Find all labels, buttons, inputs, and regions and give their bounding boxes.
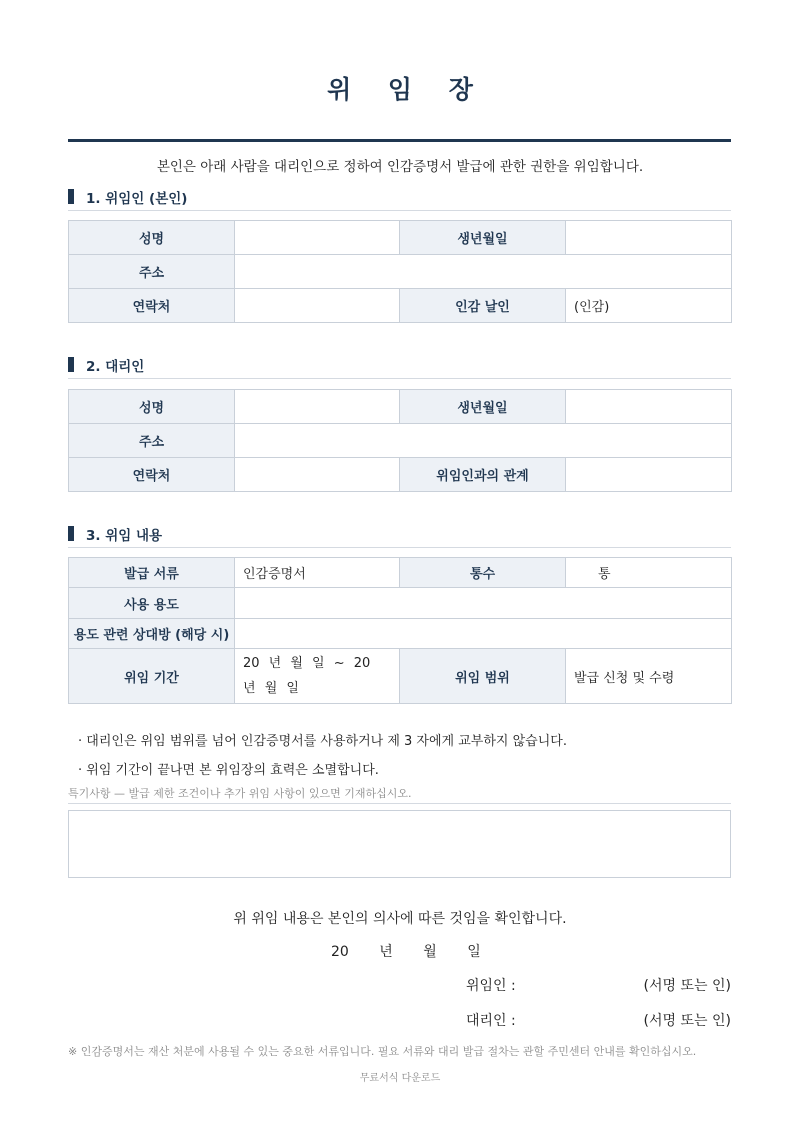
- agent-relation-label: 위임인과의 관계: [400, 458, 566, 492]
- section-heading-delegator: [68, 187, 731, 211]
- date-line: [331, 941, 481, 961]
- section-marker: [68, 526, 74, 541]
- purpose-label: 사용 용도: [69, 588, 235, 619]
- agent-birth-field[interactable]: [566, 390, 732, 424]
- title-divider: [68, 139, 731, 142]
- delegator-birth-field[interactable]: [566, 221, 732, 255]
- confirm-statement: 위 위임 내용은 본인의 의사에 따른 것임을 확인합니다.: [233, 911, 567, 927]
- counterpart-label: 용도 관련 상대방 (해당 시): [69, 619, 235, 649]
- date-day: 일: [467, 944, 481, 960]
- date-month: 월: [423, 944, 437, 960]
- counterpart-field[interactable]: [235, 619, 732, 649]
- date-year-prefix: 20: [331, 944, 349, 960]
- delegator-table: [68, 220, 732, 323]
- agent-contact-label: 연락처: [69, 458, 235, 492]
- section-title: 3. 위임 내용: [86, 528, 163, 544]
- section-marker: [68, 357, 74, 372]
- scope-label: 위임 범위: [400, 649, 566, 704]
- scope-field[interactable]: 발급 신청 및 수령: [566, 649, 732, 704]
- delegator-name-label: 성명: [69, 221, 235, 255]
- section-marker: [68, 189, 74, 204]
- special-notes-label: 특기사항 — 발급 제한 조건이나 추가 위임 사항이 있으면 기재하십시오.: [68, 787, 412, 800]
- agent-relation-field[interactable]: [566, 458, 732, 492]
- agent-birth-label: 생년월일: [400, 390, 566, 424]
- date-year: 년: [379, 944, 393, 960]
- agent-signature-label: 대리인 :: [466, 1013, 516, 1029]
- period-field[interactable]: 20 년 월 일 ~ 20 년 월 일: [235, 649, 400, 704]
- delegator-address-field[interactable]: [235, 255, 732, 289]
- section-title: 1. 위임인 (본인): [86, 191, 188, 207]
- document-title: 위 임 장: [327, 75, 487, 104]
- agent-address-field[interactable]: [235, 424, 732, 458]
- footnote: ※ 인감증명서는 재산 처분에 사용될 수 있는 중요한 서류입니다. 필요 서류와 대리 발급 절차는 관할 주민센터 안내를 확인하십시오.: [68, 1045, 697, 1058]
- copy-count-label: 통수: [400, 558, 566, 588]
- special-divider: [68, 803, 731, 804]
- delegator-signature-field[interactable]: (서명 또는 인): [643, 978, 731, 994]
- doc-type-field[interactable]: 인감증명서: [235, 558, 400, 588]
- agent-address-label: 주소: [69, 424, 235, 458]
- agent-table: [68, 389, 732, 492]
- agent-contact-field[interactable]: [235, 458, 400, 492]
- doc-type-label: 발급 서류: [69, 558, 235, 588]
- section-heading-agent: [68, 355, 731, 379]
- delegator-name-field[interactable]: [235, 221, 400, 255]
- section-heading-scope: [68, 524, 731, 548]
- intro-text: 본인은 아래 사람을 대리인으로 정하여 인감증명서 발급에 관한 권한을 위임합니다.: [156, 159, 644, 175]
- delegator-seal-label: 인감 날인: [400, 289, 566, 323]
- footer-link[interactable]: 무료서식 다운로드: [359, 1073, 441, 1084]
- period-label: 위임 기간: [69, 649, 235, 704]
- copy-count-field[interactable]: 통: [566, 558, 732, 588]
- purpose-field[interactable]: [235, 588, 732, 619]
- delegator-signature-label: 위임인 :: [466, 978, 516, 994]
- agent-name-label: 성명: [69, 390, 235, 424]
- delegator-birth-label: 생년월일: [400, 221, 566, 255]
- delegator-contact-field[interactable]: [235, 289, 400, 323]
- delegator-contact-label: 연락처: [69, 289, 235, 323]
- delegator-seal-field[interactable]: (인감): [566, 289, 732, 323]
- section-title: 2. 대리인: [86, 359, 145, 375]
- note-item: · 대리인은 위임 범위를 넘어 인감증명서를 사용하거나 제 3 자에게 교부하지 않습니다.: [78, 734, 567, 749]
- agent-signature-field[interactable]: (서명 또는 인): [643, 1013, 731, 1029]
- agent-name-field[interactable]: [235, 390, 400, 424]
- delegator-address-label: 주소: [69, 255, 235, 289]
- note-item: · 위임 기간이 끝나면 본 위임장의 효력은 소멸합니다.: [78, 763, 379, 778]
- scope-table: [68, 557, 732, 704]
- special-notes-field[interactable]: [68, 810, 731, 878]
